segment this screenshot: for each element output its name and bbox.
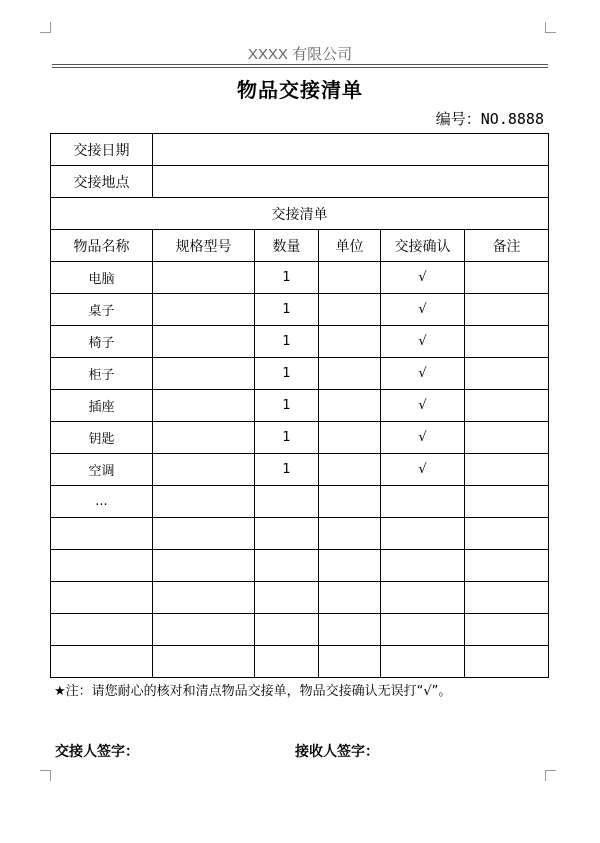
note-text: ★注：请您耐心的核对和清点物品交接单，物品交接确认无误打“√”。 xyxy=(54,684,452,699)
item-spec[interactable] xyxy=(153,422,255,454)
item-unit[interactable] xyxy=(319,262,381,294)
header-rule xyxy=(52,64,548,65)
item-note[interactable] xyxy=(465,550,549,582)
table-row xyxy=(51,582,549,614)
document-title: 物品交接清单 xyxy=(237,78,363,102)
handover-signature-label: 交接人签字： xyxy=(55,744,139,760)
col-header-spec: 规格型号 xyxy=(153,230,255,262)
item-unit[interactable] xyxy=(319,390,381,422)
item-spec[interactable] xyxy=(153,262,255,294)
item-name[interactable]: 柜子 xyxy=(51,358,153,390)
item-qty[interactable]: 1 xyxy=(255,294,319,326)
item-qty[interactable]: 1 xyxy=(255,390,319,422)
item-qty[interactable]: 1 xyxy=(255,358,319,390)
receiver-signature-label: 接收人签字： xyxy=(295,744,379,760)
item-name[interactable]: 钥匙 xyxy=(51,422,153,454)
item-unit[interactable] xyxy=(319,518,381,550)
page-corner-mark xyxy=(545,22,556,33)
item-note[interactable] xyxy=(465,390,549,422)
item-qty[interactable] xyxy=(255,518,319,550)
table-row xyxy=(51,646,549,678)
item-note[interactable] xyxy=(465,422,549,454)
item-unit[interactable] xyxy=(319,294,381,326)
item-note[interactable] xyxy=(465,646,549,678)
item-qty[interactable]: 1 xyxy=(255,262,319,294)
item-spec[interactable] xyxy=(153,358,255,390)
item-name[interactable]: 椅子 xyxy=(51,326,153,358)
place-label: 交接地点 xyxy=(51,166,153,198)
item-note[interactable] xyxy=(465,518,549,550)
item-confirm[interactable] xyxy=(381,646,465,678)
table-row xyxy=(51,454,549,486)
date-value-cell[interactable] xyxy=(153,134,549,166)
item-qty[interactable]: 1 xyxy=(255,326,319,358)
table-row xyxy=(51,358,549,390)
item-unit[interactable] xyxy=(319,358,381,390)
item-note[interactable] xyxy=(465,582,549,614)
item-name[interactable] xyxy=(51,518,153,550)
table-row xyxy=(51,326,549,358)
col-header-unit: 单位 xyxy=(319,230,381,262)
item-spec[interactable] xyxy=(153,582,255,614)
item-note[interactable] xyxy=(465,614,549,646)
place-value-cell[interactable] xyxy=(153,166,549,198)
item-unit[interactable] xyxy=(319,646,381,678)
item-name[interactable] xyxy=(51,582,153,614)
page-corner-mark xyxy=(545,770,556,781)
item-note[interactable] xyxy=(465,294,549,326)
item-unit[interactable] xyxy=(319,422,381,454)
item-name[interactable]: 电脑 xyxy=(51,262,153,294)
table-row xyxy=(51,518,549,550)
item-name[interactable] xyxy=(51,646,153,678)
date-label: 交接日期 xyxy=(51,134,153,166)
item-confirm[interactable]: √ xyxy=(381,326,465,358)
item-confirm[interactable] xyxy=(381,518,465,550)
item-note[interactable] xyxy=(465,358,549,390)
table-row xyxy=(51,294,549,326)
item-confirm[interactable]: √ xyxy=(381,390,465,422)
item-confirm[interactable] xyxy=(381,486,465,518)
item-qty[interactable] xyxy=(255,582,319,614)
table-row xyxy=(51,390,549,422)
item-note[interactable] xyxy=(465,326,549,358)
item-qty[interactable] xyxy=(255,614,319,646)
list-title-row xyxy=(51,198,549,230)
col-header-note: 备注 xyxy=(465,230,549,262)
item-confirm[interactable] xyxy=(381,614,465,646)
col-header-name: 物品名称 xyxy=(51,230,153,262)
item-confirm[interactable] xyxy=(381,550,465,582)
item-name[interactable] xyxy=(51,550,153,582)
list-title: 交接清单 xyxy=(51,198,549,230)
item-name[interactable]: 空调 xyxy=(51,454,153,486)
column-header-row xyxy=(51,230,549,262)
info-row-date xyxy=(51,134,549,166)
item-qty[interactable] xyxy=(255,486,319,518)
item-note[interactable] xyxy=(465,486,549,518)
item-spec[interactable] xyxy=(153,486,255,518)
table-row xyxy=(51,262,549,294)
page-corner-mark xyxy=(40,770,51,781)
table-row xyxy=(51,422,549,454)
item-confirm[interactable]: √ xyxy=(381,422,465,454)
item-spec[interactable] xyxy=(153,518,255,550)
header-rule xyxy=(52,67,548,68)
item-spec[interactable] xyxy=(153,390,255,422)
item-name[interactable]: ... xyxy=(51,486,153,518)
item-unit[interactable] xyxy=(319,454,381,486)
item-spec[interactable] xyxy=(153,326,255,358)
item-note[interactable] xyxy=(465,262,549,294)
item-qty[interactable] xyxy=(255,646,319,678)
item-unit[interactable] xyxy=(319,614,381,646)
table-row xyxy=(51,486,549,518)
item-confirm[interactable]: √ xyxy=(381,358,465,390)
company-header: XXXX 有限公司 xyxy=(247,46,353,63)
item-spec[interactable] xyxy=(153,550,255,582)
item-confirm[interactable]: √ xyxy=(381,454,465,486)
item-spec[interactable] xyxy=(153,614,255,646)
item-spec[interactable] xyxy=(153,294,255,326)
item-spec[interactable] xyxy=(153,646,255,678)
item-name[interactable]: 桌子 xyxy=(51,294,153,326)
item-note[interactable] xyxy=(465,454,549,486)
item-name[interactable] xyxy=(51,614,153,646)
serial-number: 编号：NO.8888 xyxy=(435,110,544,128)
item-unit[interactable] xyxy=(319,582,381,614)
item-unit[interactable] xyxy=(319,550,381,582)
item-qty[interactable]: 1 xyxy=(255,454,319,486)
item-unit[interactable] xyxy=(319,326,381,358)
item-qty[interactable] xyxy=(255,550,319,582)
table-row xyxy=(51,614,549,646)
item-confirm[interactable]: √ xyxy=(381,294,465,326)
item-confirm[interactable] xyxy=(381,582,465,614)
info-row-place xyxy=(51,166,549,198)
item-spec[interactable] xyxy=(153,454,255,486)
col-header-qty: 数量 xyxy=(255,230,319,262)
item-qty[interactable]: 1 xyxy=(255,422,319,454)
item-unit[interactable] xyxy=(319,486,381,518)
page-corner-mark xyxy=(40,22,51,33)
table-row xyxy=(51,550,549,582)
col-header-confirm: 交接确认 xyxy=(381,230,465,262)
item-confirm[interactable]: √ xyxy=(381,262,465,294)
item-name[interactable]: 插座 xyxy=(51,390,153,422)
handover-table xyxy=(50,133,549,678)
